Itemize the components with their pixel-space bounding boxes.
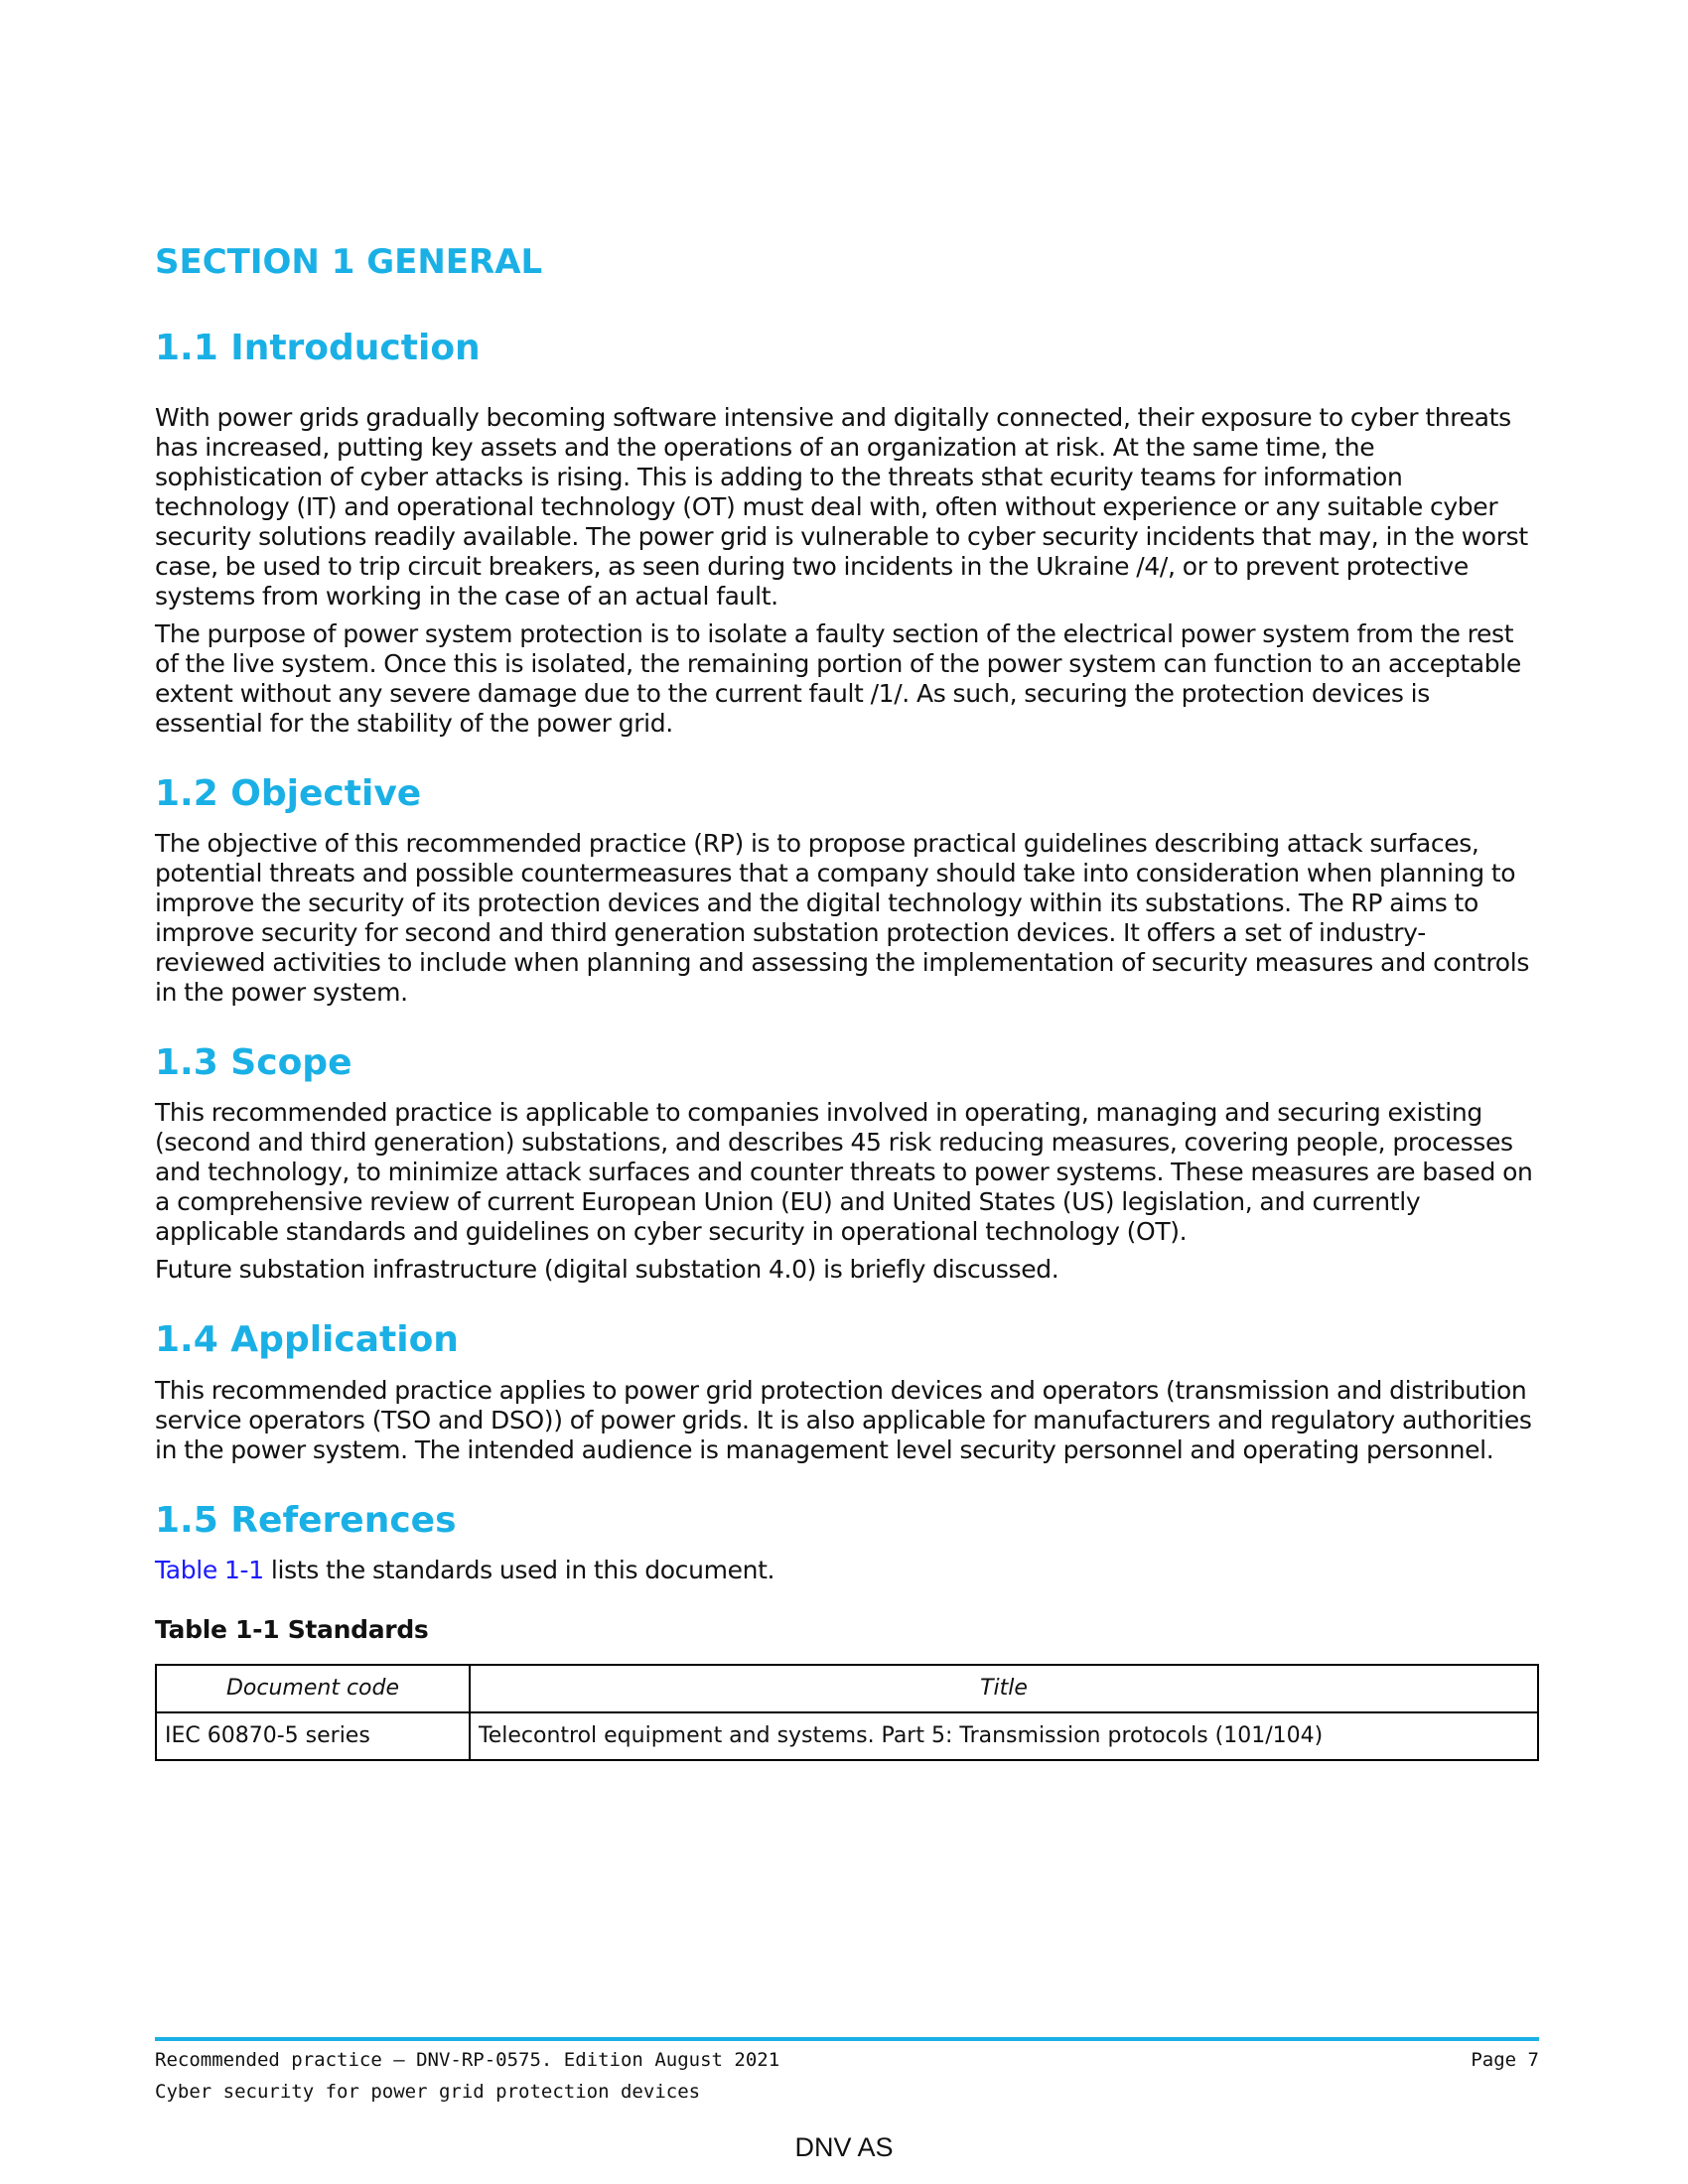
- objective-heading: 1.2 Objective: [155, 772, 422, 814]
- footer-line-1: [155, 2049, 1539, 2071]
- footer-document-info: Recommended practice — DNV-RP-0575. Edition August 2021: [155, 2049, 780, 2071]
- references-section: [155, 1499, 1535, 1761]
- footer-company: DNV AS: [794, 2132, 894, 2162]
- section-title: SECTION 1 GENERAL: [155, 242, 543, 282]
- introduction-paragraph-1: With power grids gradually becoming software intensive and digitally connected, their exposure to cyber threats has increased, putting key assets and the operations of an organization at risk. At the same time, the sophistication of cyber attacks is rising. This is adding to the threats sthat ecurity teams for information technology (IT) and operational technology (OT) must deal with, often without experience or any suitable cyber security solutions readily available. The power grid is vulnerable to cyber security incidents that may, in the worst case, be used to trip circuit breakers, as seen during two incidents in the Ukraine /4/, or to prevent protective systems from working in the case of an actual fault.: [155, 402, 1528, 611]
- scope-heading: 1.3 Scope: [155, 1042, 352, 1084]
- footer-line-2: [155, 2081, 1539, 2103]
- table-reference-link[interactable]: Table 1-1: [155, 1555, 264, 1584]
- table-row: [156, 1712, 1538, 1760]
- objective-section: [155, 772, 1535, 1008]
- footer-rule: [155, 2037, 1539, 2041]
- table-caption: Table 1-1 Standards: [155, 1614, 429, 1644]
- references-sentence-rest: lists the standards used in this document.: [263, 1555, 775, 1584]
- table-cell-document-code: IEC 60870-5 series: [156, 1712, 470, 1760]
- footer-page-number: Page 7: [1471, 2049, 1539, 2071]
- footer-document-subtitle: Cyber security for power grid protection devices: [155, 2081, 701, 2103]
- introduction-paragraph-2: The purpose of power system protection is to isolate a faulty section of the electrical power system from the rest of the live system. Once this is isolated, the remaining portion of the power system can function to an acceptable extent without any severe damage due to the current fault /1/. As such, securing the protection devices is essential for the stability of the power grid.: [155, 618, 1521, 738]
- application-section: [155, 1318, 1535, 1464]
- application-paragraph-1: This recommended practice applies to power grid protection devices and operators (transmission and distribution service operators (TSO and DSO)) of power grids. It is also applicable for manufacturers and regulatory authorities in the power system. The intended audience is management level security personnel and operating personnel.: [155, 1375, 1532, 1464]
- table-header-document-code: Document code: [156, 1665, 470, 1712]
- introduction-heading: 1.1 Introduction: [155, 327, 481, 368]
- table-header-row: [156, 1665, 1538, 1712]
- scope-section: [155, 1041, 1535, 1285]
- objective-paragraph-1: The objective of this recommended practice (RP) is to propose practical guidelines describing attack surfaces, potential threats and possible countermeasures that a company should take into consideration when planning to improve the security of its protection devices and the digital technology within its substations. The RP aims to improve security for second and third generation substation protection devices. It offers a set of industry-reviewed activities to include when planning and assessing the implementation of security measures and controls in the power system.: [155, 829, 1530, 1008]
- introduction-section: [155, 327, 1535, 739]
- application-heading: 1.4 Application: [155, 1319, 459, 1361]
- references-sentence: [155, 1556, 1535, 1585]
- standards-table: [155, 1664, 1539, 1761]
- scope-paragraph-2: Future substation infrastructure (digital substation 4.0) is briefly discussed.: [155, 1255, 1059, 1285]
- document-body: [155, 242, 1535, 1761]
- scope-paragraph-1: This recommended practice is applicable to companies involved in operating, managing and securing existing (second and third generation) substations, and describes 45 risk reducing measures, covering people, processes and technology, to minimize attack surfaces and counter threats to power systems. These measures are based on a comprehensive review of current European Union (EU) and United States (US) legislation, and currently applicable standards and guidelines on cyber security in operational technology (OT).: [155, 1098, 1533, 1247]
- table-cell-title: Telecontrol equipment and systems. Part 5: Transmission protocols (101/104): [470, 1712, 1538, 1760]
- table-header-title: Title: [470, 1665, 1538, 1712]
- references-heading: 1.5 References: [155, 1499, 457, 1541]
